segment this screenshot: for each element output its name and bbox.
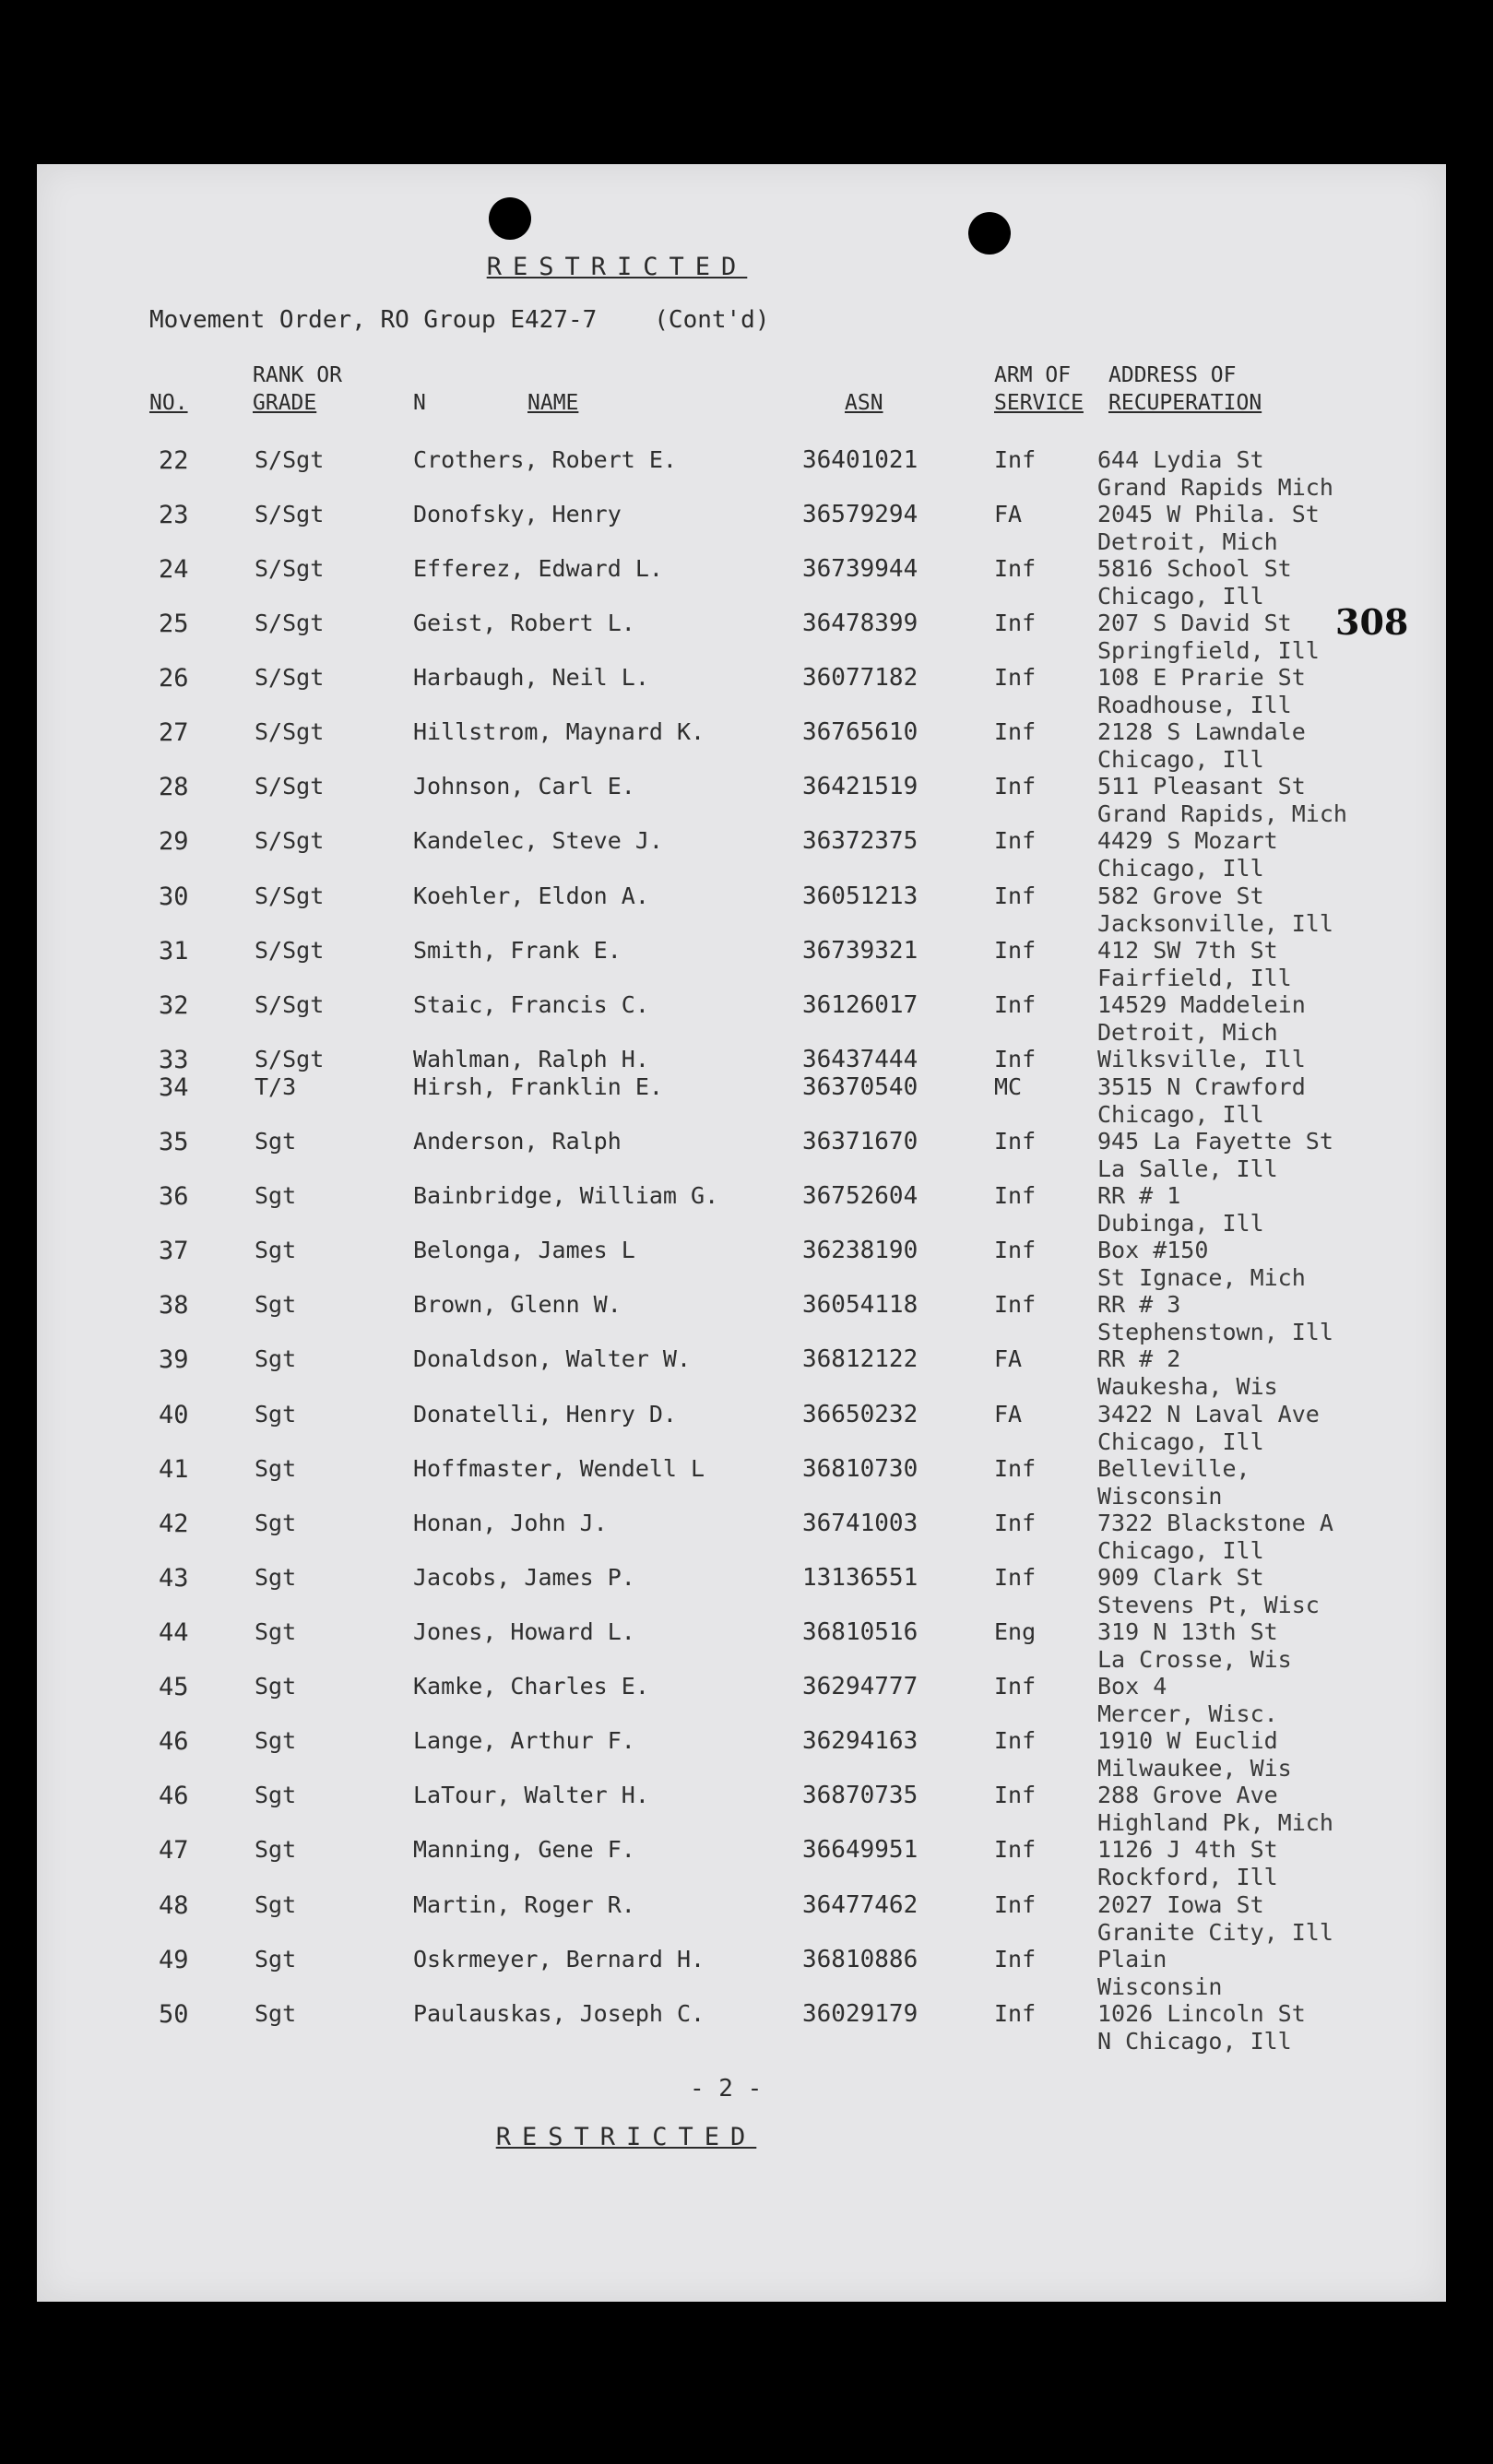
order-title-text: Movement Order, RO Group E427-7 <box>149 306 598 334</box>
row-address-line1: 3515 N Crawford <box>1097 1073 1306 1100</box>
row-rank: S/Sgt <box>255 1046 325 1072</box>
row-number: 44 <box>159 1618 189 1647</box>
row-arm-of-service: Inf <box>994 555 1037 582</box>
row-asn: 36421519 <box>802 773 918 800</box>
row-arm-of-service: Inf <box>994 718 1037 745</box>
row-number: 26 <box>159 664 189 693</box>
row-address <box>1097 1891 1333 1947</box>
row-arm-of-service: Inf <box>994 1291 1037 1318</box>
row-address-line1: 511 Pleasant St <box>1097 773 1306 800</box>
row-arm-of-service: Inf <box>994 1673 1037 1700</box>
row-asn: 36401021 <box>802 446 918 474</box>
row-address-line1: 412 SW 7th St <box>1097 937 1278 964</box>
row-address-line1: 108 E Prarie St <box>1097 664 1306 691</box>
row-address-line2: Chicago, Ill <box>1097 1428 1264 1455</box>
row-name: Wahlman, Ralph H. <box>413 1046 649 1072</box>
row-name: LaTour, Walter H. <box>413 1782 649 1808</box>
row-address-line1: 288 Grove Ave <box>1097 1782 1278 1808</box>
row-asn: 13136551 <box>802 1564 918 1592</box>
row-address-line1: Belleville, <box>1097 1455 1250 1482</box>
row-address-line2: Milwaukee, Wis <box>1097 1755 1292 1782</box>
row-address-line2: Chicago, Ill <box>1097 855 1264 882</box>
row-number: 48 <box>159 1891 189 1920</box>
row-number: 28 <box>159 773 189 801</box>
row-rank: S/Sgt <box>255 610 325 636</box>
row-asn: 36812122 <box>802 1345 918 1373</box>
row-address-line2: N Chicago, Ill <box>1097 2028 1292 2055</box>
row-address-line2: Grand Rapids, Mich <box>1097 800 1347 827</box>
row-name: Koehler, Eldon A. <box>413 883 649 909</box>
row-number: 45 <box>159 1673 189 1701</box>
row-address-line1: 2128 S Lawndale <box>1097 718 1306 745</box>
row-address <box>1097 1946 1222 2001</box>
table-row <box>37 1618 1446 1674</box>
roster-table <box>37 164 1446 2302</box>
table-row <box>37 1891 1446 1947</box>
row-arm-of-service: Inf <box>994 883 1037 909</box>
row-arm-of-service: FA <box>994 1401 1023 1427</box>
row-name: Johnson, Carl E. <box>413 773 635 800</box>
table-row <box>37 827 1446 883</box>
row-address-line2: Chicago, Ill <box>1097 1537 1264 1564</box>
row-asn: 36765610 <box>802 718 918 746</box>
table-row <box>37 501 1446 556</box>
table-row <box>37 446 1446 502</box>
row-arm-of-service: Inf <box>994 1782 1037 1808</box>
row-number: 40 <box>159 1401 189 1429</box>
row-address-line2: La Crosse, Wis <box>1097 1646 1292 1673</box>
row-address-line2: Detroit, Mich <box>1097 1019 1278 1046</box>
row-name: Donaldson, Walter W. <box>413 1345 692 1372</box>
contd-label: (Cont'd) <box>654 306 770 334</box>
row-address-line1: 207 S David St <box>1097 610 1292 636</box>
row-address-line1: 582 Grove St <box>1097 883 1264 909</box>
row-number: 30 <box>159 883 189 911</box>
table-row <box>37 1836 1446 1891</box>
row-address-line1: RR # 2 <box>1097 1345 1181 1372</box>
row-number: 39 <box>159 1345 189 1374</box>
row-asn: 36477462 <box>802 1891 918 1919</box>
row-address-line2: Fairfield, Ill <box>1097 965 1292 991</box>
row-number: 41 <box>159 1455 189 1484</box>
table-row <box>37 1291 1446 1346</box>
row-address-line1: 1026 Lincoln St <box>1097 2000 1306 2027</box>
row-address <box>1097 1510 1333 1565</box>
row-rank: Sgt <box>255 1891 297 1918</box>
row-asn: 36294777 <box>802 1673 918 1700</box>
column-header-no: NO. <box>149 391 188 415</box>
row-rank: S/Sgt <box>255 555 325 582</box>
row-name: Smith, Frank E. <box>413 937 622 964</box>
row-address-line1: Box #150 <box>1097 1237 1209 1263</box>
row-arm-of-service: Inf <box>994 827 1037 854</box>
row-name: Geist, Robert L. <box>413 610 635 636</box>
row-number: 31 <box>159 937 189 965</box>
row-number: 50 <box>159 2000 189 2029</box>
row-address <box>1097 1182 1264 1238</box>
row-arm-of-service: Inf <box>994 991 1037 1018</box>
row-address <box>1097 1455 1250 1510</box>
row-rank: Sgt <box>255 1782 297 1808</box>
table-row <box>37 1237 1446 1292</box>
row-asn: 36054118 <box>802 1291 918 1319</box>
row-rank: S/Sgt <box>255 664 325 691</box>
row-address-line1: RR # 3 <box>1097 1291 1181 1318</box>
row-arm-of-service: Inf <box>994 1128 1037 1155</box>
page-number: - 2 - <box>690 2075 763 2103</box>
row-name: Hirsh, Franklin E. <box>413 1073 663 1100</box>
row-rank: S/Sgt <box>255 937 325 964</box>
row-number: 32 <box>159 991 189 1020</box>
row-address-line2: Wisconsin <box>1097 1483 1223 1510</box>
row-asn: 36294163 <box>802 1727 918 1755</box>
row-name: Kandelec, Steve J. <box>413 827 663 854</box>
row-name: Anderson, Ralph <box>413 1128 622 1155</box>
row-asn: 36126017 <box>802 991 918 1019</box>
row-address-line1: Plain <box>1097 1946 1167 1972</box>
row-address <box>1097 1836 1278 1891</box>
row-rank: Sgt <box>255 1401 297 1427</box>
row-address-line2: Chicago, Ill <box>1097 746 1264 773</box>
table-row <box>37 1128 1446 1183</box>
row-arm-of-service: Inf <box>994 664 1037 691</box>
row-rank: Sgt <box>255 1345 297 1372</box>
table-row <box>37 1345 1446 1401</box>
row-asn: 36372375 <box>802 827 918 855</box>
column-header-asn: ASN <box>845 391 883 415</box>
row-address-line2: Grand Rapids Mich <box>1097 474 1333 501</box>
row-arm-of-service: Inf <box>994 1046 1037 1072</box>
row-address-line1: 1910 W Euclid <box>1097 1727 1278 1754</box>
column-header-n: N <box>413 391 426 415</box>
row-address-line1: 909 Clark St <box>1097 1564 1264 1591</box>
row-arm-of-service: Inf <box>994 1891 1037 1918</box>
row-arm-of-service: Inf <box>994 610 1037 636</box>
row-address-line1: Wilksville, Ill <box>1097 1046 1306 1072</box>
row-name: Donofsky, Henry <box>413 501 622 527</box>
row-address <box>1097 2000 1306 2055</box>
restricted-footer: RESTRICTED <box>495 2123 757 2151</box>
table-row <box>37 664 1446 719</box>
table-row <box>37 937 1446 992</box>
row-rank: S/Sgt <box>255 827 325 854</box>
row-asn: 36579294 <box>802 501 918 528</box>
row-arm-of-service: Eng <box>994 1618 1037 1645</box>
row-name: Lange, Arthur F. <box>413 1727 635 1754</box>
row-number: 36 <box>159 1182 189 1211</box>
row-address-line2: Granite City, Ill <box>1097 1919 1333 1946</box>
row-address-line1: 644 Lydia St <box>1097 446 1264 473</box>
row-asn: 36051213 <box>802 883 918 910</box>
row-address <box>1097 1237 1306 1292</box>
row-address-line1: 945 La Fayette St <box>1097 1128 1333 1155</box>
row-number: 42 <box>159 1510 189 1538</box>
row-address-line2: Detroit, Mich <box>1097 528 1278 555</box>
row-address-line1: 5816 School St <box>1097 555 1292 582</box>
table-row <box>37 883 1446 938</box>
table-row <box>37 991 1446 1047</box>
row-rank: Sgt <box>255 1836 297 1863</box>
row-name: Staic, Francis C. <box>413 991 649 1018</box>
row-address <box>1097 1673 1278 1728</box>
row-number: 23 <box>159 501 189 529</box>
row-address-line1: 7322 Blackstone A <box>1097 1510 1333 1536</box>
row-address <box>1097 1401 1320 1456</box>
row-address-line2: Rockford, Ill <box>1097 1864 1278 1890</box>
row-number: 25 <box>159 610 189 638</box>
row-rank: Sgt <box>255 1946 297 1972</box>
row-asn: 36810730 <box>802 1455 918 1483</box>
row-address <box>1097 1345 1278 1401</box>
row-asn: 36650232 <box>802 1401 918 1428</box>
row-name: Honan, John J. <box>413 1510 608 1536</box>
table-row <box>37 555 1446 610</box>
row-name: Hoffmaster, Wendell L <box>413 1455 705 1482</box>
row-rank: Sgt <box>255 1618 297 1645</box>
row-rank: Sgt <box>255 1510 297 1536</box>
row-address-line2: Waukesha, Wis <box>1097 1373 1278 1400</box>
row-name: Belonga, James L <box>413 1237 635 1263</box>
row-rank: S/Sgt <box>255 501 325 527</box>
row-address <box>1097 827 1278 883</box>
table-row <box>37 1564 1446 1619</box>
row-address-line1: 4429 S Mozart <box>1097 827 1278 854</box>
row-address-line2: Stevens Pt, Wisc <box>1097 1592 1320 1618</box>
row-arm-of-service: MC <box>994 1073 1023 1100</box>
row-number: 34 <box>159 1073 189 1102</box>
row-asn: 36741003 <box>802 1510 918 1537</box>
row-address <box>1097 446 1333 502</box>
row-rank: Sgt <box>255 1291 297 1318</box>
row-arm-of-service: Inf <box>994 2000 1037 2027</box>
row-arm-of-service: Inf <box>994 1455 1037 1482</box>
row-address-line2: Wisconsin <box>1097 1973 1223 2000</box>
row-number: 22 <box>159 446 189 475</box>
row-address-line1: 14529 Maddelein <box>1097 991 1306 1018</box>
row-name: Donatelli, Henry D. <box>413 1401 677 1427</box>
row-address <box>1097 773 1347 828</box>
row-asn: 36739944 <box>802 555 918 583</box>
row-address <box>1097 1073 1306 1129</box>
row-address <box>1097 1046 1306 1073</box>
row-arm-of-service: Inf <box>994 1727 1037 1754</box>
row-number: 46 <box>159 1727 189 1756</box>
row-rank: S/Sgt <box>255 718 325 745</box>
row-address <box>1097 883 1333 938</box>
row-arm-of-service: Inf <box>994 446 1037 473</box>
row-address-line2: La Salle, Ill <box>1097 1155 1278 1182</box>
row-address-line2: Mercer, Wisc. <box>1097 1700 1278 1727</box>
row-address-line1: 2027 Iowa St <box>1097 1891 1264 1918</box>
row-address <box>1097 610 1320 665</box>
row-arm-of-service: FA <box>994 501 1023 527</box>
row-asn: 36370540 <box>802 1073 918 1101</box>
row-address <box>1097 664 1306 719</box>
row-asn: 36752604 <box>802 1182 918 1210</box>
row-address <box>1097 991 1306 1047</box>
row-rank: Sgt <box>255 1564 297 1591</box>
row-rank: S/Sgt <box>255 773 325 800</box>
table-row <box>37 773 1446 828</box>
row-address-line2: Springfield, Ill <box>1097 637 1320 664</box>
row-number: 27 <box>159 718 189 747</box>
row-number: 43 <box>159 1564 189 1593</box>
row-rank: Sgt <box>255 1182 297 1209</box>
row-number: 37 <box>159 1237 189 1265</box>
column-header-name: NAME <box>527 391 579 415</box>
row-name: Kamke, Charles E. <box>413 1673 649 1700</box>
table-row <box>37 2000 1446 2055</box>
row-address-line2: Highland Pk, Mich <box>1097 1809 1333 1836</box>
row-asn: 36870735 <box>802 1782 918 1809</box>
table-row <box>37 1510 1446 1565</box>
row-number: 49 <box>159 1946 189 1974</box>
row-asn: 36238190 <box>802 1237 918 1264</box>
row-name: Crothers, Robert E. <box>413 446 677 473</box>
row-rank: Sgt <box>255 1237 297 1263</box>
row-asn: 36649951 <box>802 1836 918 1864</box>
row-address <box>1097 555 1292 610</box>
row-number: 33 <box>159 1046 189 1074</box>
row-name: Manning, Gene F. <box>413 1836 635 1863</box>
row-address <box>1097 1727 1292 1783</box>
table-row <box>37 1727 1446 1783</box>
row-arm-of-service: Inf <box>994 1564 1037 1591</box>
row-name: Oskrmeyer, Bernard H. <box>413 1946 705 1972</box>
row-asn: 36810516 <box>802 1618 918 1646</box>
row-number: 47 <box>159 1836 189 1865</box>
table-row <box>37 1782 1446 1837</box>
row-rank: Sgt <box>255 1128 297 1155</box>
row-asn: 36371670 <box>802 1128 918 1155</box>
row-arm-of-service: Inf <box>994 1946 1037 1972</box>
row-address <box>1097 1128 1333 1183</box>
row-address-line1: Box 4 <box>1097 1673 1167 1700</box>
row-address-line1: RR # 1 <box>1097 1182 1181 1209</box>
row-arm-of-service: Inf <box>994 937 1037 964</box>
row-name: Hillstrom, Maynard K. <box>413 718 705 745</box>
row-arm-of-service: Inf <box>994 1237 1037 1263</box>
row-rank: Sgt <box>255 2000 297 2027</box>
table-row <box>37 718 1446 774</box>
row-name: Paulauskas, Joseph C. <box>413 2000 705 2027</box>
row-address <box>1097 1618 1292 1674</box>
row-address-line1: 2045 W Phila. St <box>1097 501 1320 527</box>
row-arm-of-service: FA <box>994 1345 1023 1372</box>
row-number: 29 <box>159 827 189 856</box>
table-row <box>37 1946 1446 2001</box>
table-row <box>37 1073 1446 1129</box>
table-row <box>37 1455 1446 1510</box>
row-address-line1: 319 N 13th St <box>1097 1618 1278 1645</box>
table-row <box>37 1673 1446 1728</box>
row-address <box>1097 501 1320 556</box>
restricted-header: RESTRICTED <box>486 253 748 281</box>
row-name: Harbaugh, Neil L. <box>413 664 649 691</box>
row-rank: S/Sgt <box>255 883 325 909</box>
row-rank: S/Sgt <box>255 446 325 473</box>
table-row <box>37 1182 1446 1238</box>
table-row <box>37 1401 1446 1456</box>
row-asn: 36810886 <box>802 1946 918 1973</box>
row-rank: Sgt <box>255 1727 297 1754</box>
row-name: Jones, Howard L. <box>413 1618 635 1645</box>
row-address-line2: Chicago, Ill <box>1097 583 1264 610</box>
row-address <box>1097 1564 1320 1619</box>
row-name: Martin, Roger R. <box>413 1891 635 1918</box>
page-stamp: 308 <box>1335 601 1409 643</box>
row-address-line1: 1126 J 4th St <box>1097 1836 1278 1863</box>
row-address-line2: Chicago, Ill <box>1097 1101 1264 1128</box>
row-asn: 36739321 <box>802 937 918 965</box>
row-rank: Sgt <box>255 1455 297 1482</box>
row-name: Efferez, Edward L. <box>413 555 663 582</box>
table-row <box>37 610 1446 665</box>
row-address <box>1097 1291 1333 1346</box>
document-page <box>37 164 1446 2302</box>
column-header-address: ADDRESS OF RECUPERATION <box>1108 363 1262 415</box>
row-address <box>1097 937 1292 992</box>
row-name: Bainbridge, William G. <box>413 1182 719 1209</box>
row-asn: 36077182 <box>802 664 918 692</box>
row-number: 35 <box>159 1128 189 1156</box>
row-address <box>1097 718 1306 774</box>
row-number: 46 <box>159 1782 189 1810</box>
row-name: Jacobs, James P. <box>413 1564 635 1591</box>
row-address-line2: Dubinga, Ill <box>1097 1210 1264 1237</box>
row-arm-of-service: Inf <box>994 773 1037 800</box>
row-rank: S/Sgt <box>255 991 325 1018</box>
row-rank: Sgt <box>255 1673 297 1700</box>
column-header-arm: ARM OF SERVICE <box>994 363 1084 415</box>
row-asn: 36029179 <box>802 2000 918 2028</box>
row-asn: 36478399 <box>802 610 918 637</box>
row-arm-of-service: Inf <box>994 1182 1037 1209</box>
row-address-line2: Stephenstown, Ill <box>1097 1319 1333 1345</box>
row-arm-of-service: Inf <box>994 1836 1037 1863</box>
column-header-rank: RANK OR GRADE <box>253 363 342 415</box>
row-name: Brown, Glenn W. <box>413 1291 622 1318</box>
row-address-line2: Roadhouse, Ill <box>1097 692 1292 718</box>
row-arm-of-service: Inf <box>994 1510 1037 1536</box>
row-rank: T/3 <box>255 1073 297 1100</box>
row-number: 24 <box>159 555 189 584</box>
row-asn: 36437444 <box>802 1046 918 1073</box>
row-number: 38 <box>159 1291 189 1320</box>
row-address-line2: St Ignace, Mich <box>1097 1264 1306 1291</box>
row-address-line2: Jacksonville, Ill <box>1097 910 1333 937</box>
row-address <box>1097 1782 1333 1837</box>
row-address-line1: 3422 N Laval Ave <box>1097 1401 1320 1427</box>
